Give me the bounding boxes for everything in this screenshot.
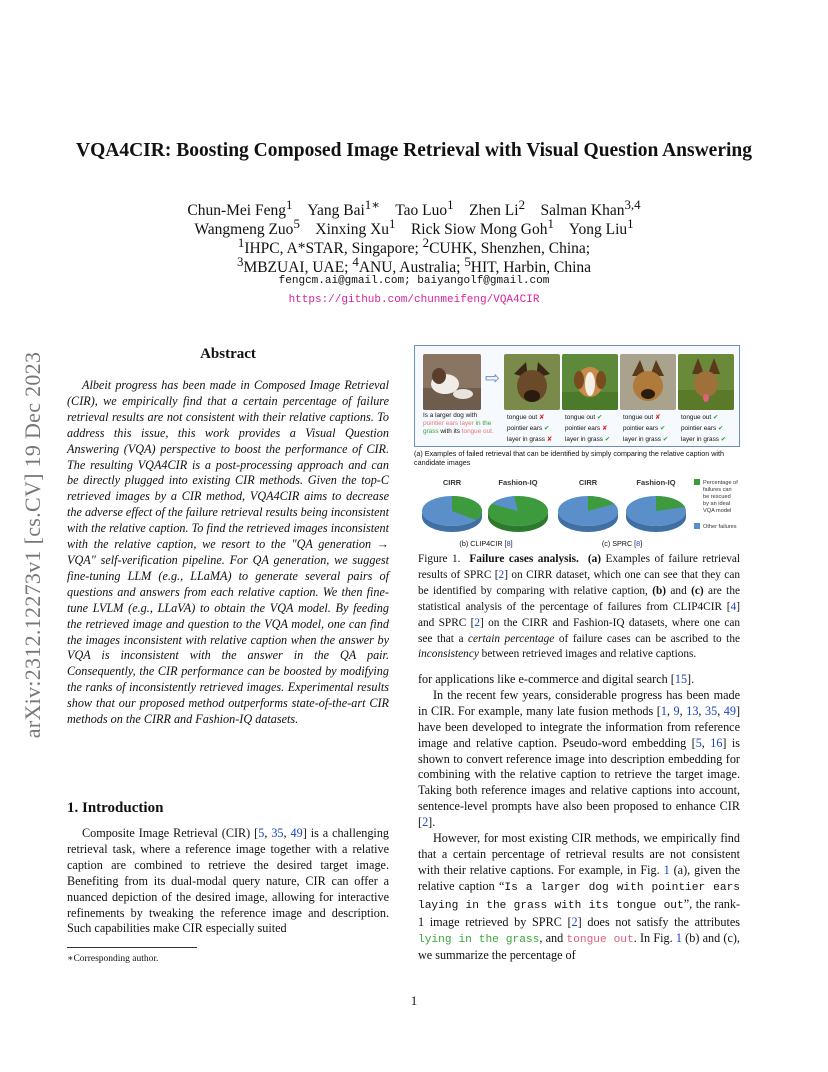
footnote: ∗Corresponding author. xyxy=(67,954,159,964)
figure-1-caption: Figure 1. Failure cases analysis. (a) Examples of failure retrieval results of SPRC [2] on CIRR dataset, which one can see that they can be identified by comparing with relative caption, (b) and (c) are the statistical analysis of the percentage of failures from CLIP4CIR [4] and SPRC [2] on the CIRR and Fashion-IQ datasets, where one can see that a certain percentage of failure cases can be ascribed to the inconsistency between retrieved images and relative captions. xyxy=(418,553,740,661)
pie-sprc-cirr xyxy=(558,496,618,532)
citation-link[interactable]: 15 xyxy=(674,672,688,686)
legend-swatch-green xyxy=(694,479,700,485)
check-icon: ✔ xyxy=(543,424,550,432)
abstract-heading: Abstract xyxy=(200,346,256,362)
check-icon: ✔ xyxy=(720,435,727,443)
check-icon: ✔ xyxy=(662,435,669,443)
citation-link[interactable]: 9 xyxy=(673,703,680,718)
pie-clip4cir-fashioniq xyxy=(488,496,548,532)
pie-clip4cir-cirr xyxy=(422,496,482,532)
check-icon: ✔ xyxy=(717,424,724,432)
figure-1c-caption: (c) SPRC [8] xyxy=(601,539,643,548)
section-heading-introduction: 1. Introduction xyxy=(67,800,164,816)
footnote-rule xyxy=(67,947,197,948)
citation-link[interactable]: 2 xyxy=(474,616,480,629)
citation-link[interactable]: 2 xyxy=(498,568,505,581)
cross-icon: ✘ xyxy=(539,413,545,421)
check-icon: ✔ xyxy=(604,435,611,443)
svg-text:VQA model: VQA model xyxy=(703,508,732,514)
cross-icon: ✘ xyxy=(655,413,661,421)
affiliation-line-1: $^1$IHPC, A*STAR, Singapore; $^2$CUHK, Shenzhen, China; xyxy=(237,235,591,258)
svg-text:Percentage of: Percentage of xyxy=(703,480,738,486)
candidate-4-attributes: tongue out ✔ pointier ears ✔ layer in grass ✔ xyxy=(681,413,727,443)
query-dog-photo xyxy=(423,354,481,410)
check-icon: ✔ xyxy=(597,413,603,421)
citation-link[interactable]: 49 xyxy=(290,826,303,840)
citation-link[interactable]: 13 xyxy=(686,703,699,718)
citation-link[interactable]: 2 xyxy=(422,815,429,830)
arrow-right-icon: ⇨ xyxy=(485,368,501,389)
pie-label: CIRR xyxy=(578,478,598,487)
citation-link[interactable]: 35 xyxy=(271,826,284,840)
figure-1 xyxy=(414,345,740,550)
pie-label: Fashion-IQ xyxy=(498,478,538,487)
author-emails: fengcm.ai@gmail.com; baiyangolf@gmail.com xyxy=(278,275,550,287)
candidate-dog-photo-4 xyxy=(678,354,734,410)
citation-link[interactable]: 1 xyxy=(660,703,667,718)
citation-link[interactable]: 4 xyxy=(730,600,737,613)
pie-label: Fashion-IQ xyxy=(636,478,676,487)
figure-1b-caption: (b) CLIP4CIR [8] xyxy=(459,539,513,548)
candidate-1-attributes: tongue out ✘ pointier ears ✔ layer in grass ✘ xyxy=(507,413,553,443)
citation-link[interactable]: 2 xyxy=(571,914,578,929)
figure-1a-panel xyxy=(414,345,740,447)
citation-link[interactable]: 5 xyxy=(258,826,265,840)
github-link[interactable]: https://github.com/chunmeifeng/VQA4CIR xyxy=(288,294,540,306)
candidate-dog-photo-1 xyxy=(504,354,560,410)
right-column-body: for applications like e-commerce and digital search [15]. In the recent few years, considerable progress has been made in CIR. For example, many late fusion methods [1, 9, 13, 35, 49] have been developed to integrate the information from reference image and relative caption. Pseudo-word embedding [5, 16] is shown to convert reference image into description embedding for combining with the relative caption to retrieve the target image. Taking both reference images and relative captions into account, sentence-level prompts have also been proposed to enhance CIR [2]. However, for most existing CIR methods, we empirically find that a certain percentage of retrieval results are not consistent with their relative captions. For example, in Fig. 1 (a), given the relative caption “Is a larger dog with pointier ears laying in the grass with its tongue out”, the rank-1 image retrieved by SPRC [2] does not satisfy the attributes lying in the grass, and tongue out. In Fig. 1 (b) and (c), we summarize the percentage of xyxy=(418,672,741,963)
citation-link[interactable]: 5 xyxy=(695,735,702,750)
svg-text:by an ideal: by an ideal xyxy=(703,501,731,507)
page-number: 1 xyxy=(410,993,418,1008)
candidate-dog-photo-2 xyxy=(562,354,618,410)
figure-1bc-pies xyxy=(414,473,740,549)
svg-text:failures can: failures can xyxy=(703,487,732,493)
svg-text:Other failures: Other failures xyxy=(703,524,737,530)
svg-text:be rescued: be rescued xyxy=(703,494,731,500)
query-caption: Is a larger dog with pointier ears layer in the grass with its tongue out. xyxy=(423,412,494,435)
figure-1a-caption: (a) Examples of failed retrieval that can be identified by simply comparing the relative caption with candidate images xyxy=(414,449,725,467)
author-line-2: Wangmeng Zuo$^5$ Xinxing Xu$^1$ Rick Siow Mong Goh$^1$ Yong Liu$^1$ xyxy=(194,216,634,239)
legend-swatch-blue xyxy=(694,523,700,529)
citation-link[interactable]: 35 xyxy=(705,703,718,718)
candidate-3-attributes: tongue out ✘ pointier ears ✔ layer in grass ✔ xyxy=(623,413,669,443)
candidate-dog-photo-3 xyxy=(620,354,676,410)
cross-icon: ✘ xyxy=(601,424,608,432)
author-line-1: Chun-Mei Feng$^1$ Yang Bai$^{1∗}$ Tao Luo$^1$ Zhen Li$^2$ Salman Khan$^{3,4}$ xyxy=(187,197,641,220)
intro-body: Composite Image Retrieval (CIR) [5, 35, 49] is a challenging retrieval task, where a reference image together with a relative caption are combined to retrieve the desired target image. Benefiting from its dual-modal query nature, CIR can offer a nuanced depiction of the desired image, allowing for interactive refinements by tweaking the reference image and description. Such capabilities make CIR especially suited xyxy=(67,826,390,936)
abstract-text: Albeit progress has been made in Composed Image Retrieval (CIR), we empirically find that a certain percentage of failure retrieval results are not consistent with their relative captions. To address this issue, this work provides a Visual Question Answering (VQA) perspective to boost the performance of CIR. The resulting VQA4CIR is a post-processing approach and can be directly plugged into existing CIR methods. Given the top-C retrieved images by a CIR method, VQA4CIR aims to decrease the adverse effect of the failure retrieval results being inconsistent with the relative caption. To find the retrieved images inconsistent with the relative caption, we resort to the "QA generation → VQA" self-verification pipeline. For QA generation, we suggest fine-tuning LLM (e.g., LLaMA) to generate several pairs of questions and answers from each relative caption. We then fine-tune LVLM (e.g., LLaVA) to obtain the VQA model. By feeding the retrieved image and question to the VQA model, one can find the images inconsistent with relative caption when the answer by VQA is inconsistent with the answer in the QA pair. Consequently, the CIR performance can be boosted by modifying the ranks of inconsistently retrieved images. Experimental results show that our proposed method outperforms state-of-the-art CIR methods on the CIRR and Fashion-IQ datasets. xyxy=(67,378,389,727)
citation-link[interactable]: 16 xyxy=(710,735,723,750)
pie-sprc-fashioniq xyxy=(626,496,686,532)
cross-icon: ✘ xyxy=(546,435,553,443)
abstract-body xyxy=(67,378,389,728)
arxiv-side-label: arXiv:2312.12273v1 [cs.CV] 19 Dec 2023 xyxy=(20,351,45,739)
pie-label: CIRR xyxy=(442,478,462,487)
check-icon: ✔ xyxy=(713,413,719,421)
figure-link[interactable]: 1 xyxy=(675,930,682,945)
paper-title: VQA4CIR: Boosting Composed Image Retrieval with Visual Question Answering xyxy=(75,140,753,161)
figure-link[interactable]: 1 xyxy=(663,862,670,877)
check-icon: ✔ xyxy=(659,424,666,432)
affiliation-line-2: $^3$MBZUAI, UAE; $^4$ANU, Australia; $^5$HIT, Harbin, China xyxy=(236,254,592,277)
candidate-2-attributes: tongue out ✔ pointier ears ✘ layer in grass ✔ xyxy=(565,413,611,443)
citation-link[interactable]: 49 xyxy=(723,703,736,718)
